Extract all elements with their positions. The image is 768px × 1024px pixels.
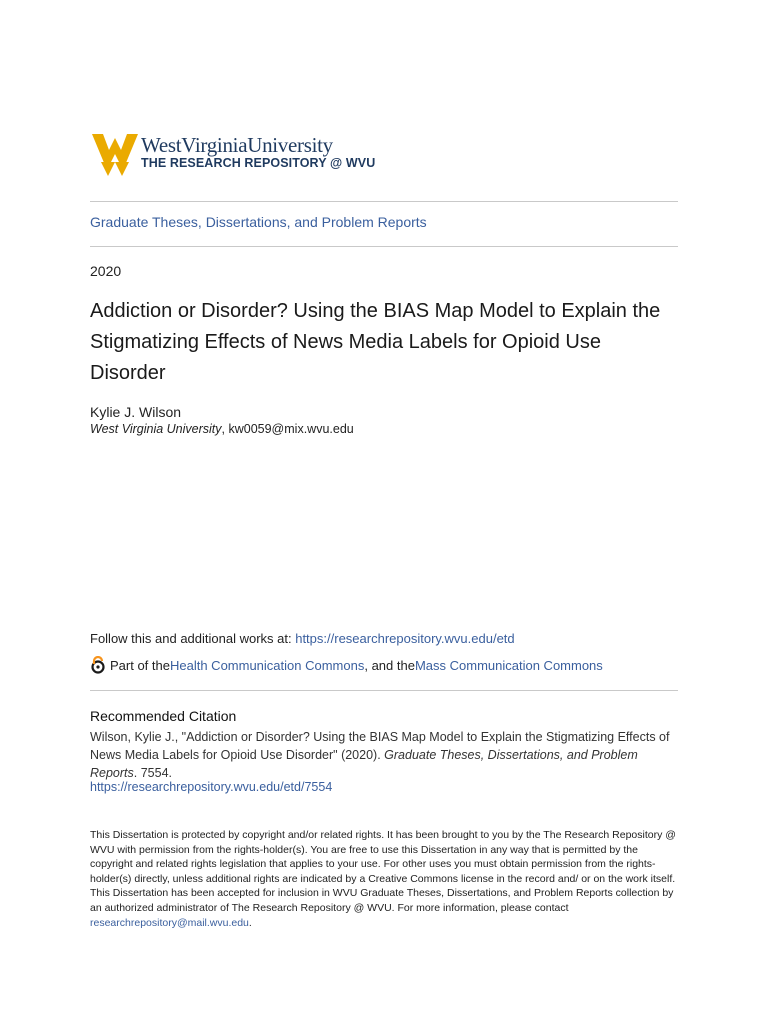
part-of-line [90,656,603,674]
citation-url-row [90,780,332,794]
part-of-prefix: Part of the [110,657,170,673]
contact-email-link[interactable]: researchrepository@mail.wvu.edu [90,916,249,929]
citation-url-link[interactable]: https://researchrepository.wvu.edu/etd/7554 [90,780,333,794]
citation-part1: Wilson, Kylie J., "Addiction or Disorder? Using the BIAS Map Model to Explain the Stigmatizing Effects of News Media Labels for Opioid Use Disorder" (2020). [90,730,670,762]
follow-line [90,631,515,646]
mass-communication-commons-link[interactable]: Mass Communication Commons [414,657,603,673]
copyright-notice [90,828,680,930]
notice-text: This Dissertation is protected by copyright and/or related rights. It has been brought to you by the The Research Repository @ WVU with permission from the rights-holder(s). You are free to use this Dissertation in any way that is permitted by the copyright and related rights legislation that applies to your use. For other uses you must obtain permission from the rights-holder(s) directly, unless additional rights are indicated by a Creative Commons license in the record and/ or on the work itself. This Dissertation has been accepted for inclusion in WVU Graduate Theses, Dissertations, and Problem Reports collection by an authorized administrator of The Research Repository @ WVU. For more information, please contact [90,829,676,914]
series-link-row [90,214,427,230]
citation-series: Graduate Theses, Dissertations, and Problem Reports [90,748,638,780]
follow-prefix: Follow this and additional works at: [90,631,296,646]
recommended-citation-heading: Recommended Citation [90,708,237,724]
notice-end: . [248,916,252,929]
citation-part2: . 7554. [133,766,173,780]
author-name: Kylie J. Wilson [90,404,182,420]
divider [90,246,678,247]
health-communication-commons-link[interactable]: Health Communication Commons [169,657,365,673]
divider [90,690,678,691]
part-of-middle: , and the [364,657,415,673]
series-link[interactable]: Graduate Theses, Dissertations, and Problem Reports [90,214,427,230]
publication-year: 2020 [90,263,122,279]
author-email: , kw0059@mix.wvu.edu [221,422,354,436]
logo-tagline: THE RESEARCH REPOSITORY @ WVU [141,156,376,170]
affiliation-name: West Virginia University [90,422,222,436]
open-access-icon [90,656,106,674]
citation-text [90,728,678,782]
wvu-logo-icon [92,132,138,178]
divider [90,201,678,202]
logo-university-name: WestVirginiaUniversity [141,133,333,157]
author-affiliation [90,422,354,436]
repository-link[interactable]: https://researchrepository.wvu.edu/etd [295,631,515,646]
document-title: Addiction or Disorder? Using the BIAS Map Model to Explain the Stigmatizing Effects of News Media Labels for Opioid Use Disorder [90,300,661,384]
